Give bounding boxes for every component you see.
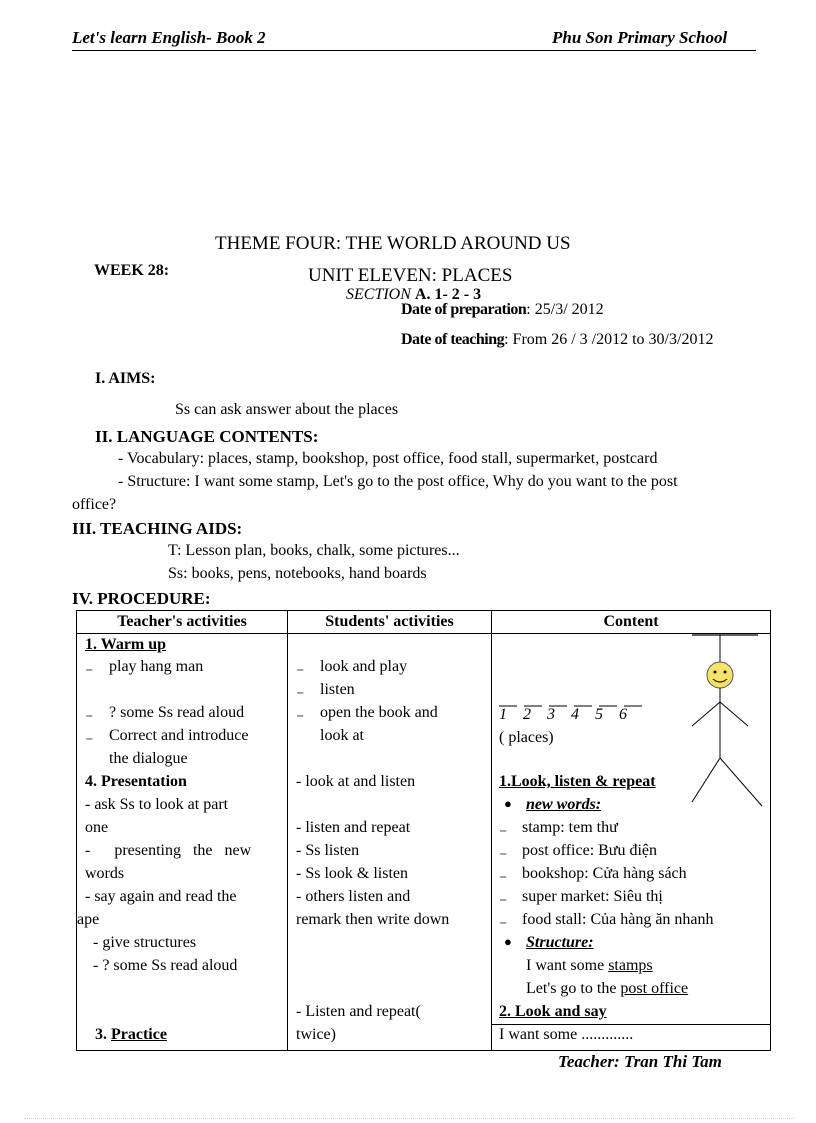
content-bullet: ₋ <box>499 821 508 838</box>
col-students-header: Students' activities <box>288 611 492 634</box>
blank-numbers: 1 2 3 4 5 6 <box>499 706 627 723</box>
presenting-1: - presenting the new <box>85 842 252 859</box>
teacher-bullet: ₋ <box>85 729 94 746</box>
content-bullet: ₋ <box>499 913 508 930</box>
page-bottom-rule <box>24 1118 794 1119</box>
table-header-row <box>77 611 771 634</box>
listen: listen <box>320 681 355 698</box>
listen-repeat: - listen and repeat <box>296 819 411 836</box>
procedure-table <box>76 610 771 1051</box>
prep-label: Date of preparation <box>401 301 527 318</box>
say-again-1: - say again and read the <box>85 888 237 905</box>
open-book-1: open the book and <box>320 704 438 721</box>
content-divider <box>492 1024 771 1025</box>
teacher-cell <box>77 634 288 1051</box>
give-structures: - give structures <box>93 934 197 951</box>
bullet-icon: ● <box>504 796 512 811</box>
smiley-eye-right <box>724 671 727 674</box>
procedure-heading: IV. PROCEDURE: <box>72 589 211 608</box>
lets-go-post-office <box>526 980 688 998</box>
unit-title: UNIT ELEVEN: PLACES <box>308 265 513 286</box>
others-listen-2: remark then write down <box>296 911 450 928</box>
look-listen-repeat-heading: 1.Look, listen & repeat <box>499 773 656 790</box>
warmup-heading <box>85 636 166 654</box>
want-word: stamps <box>608 957 653 974</box>
read-aloud: ? some Ss read aloud <box>109 704 245 721</box>
content-bullet: ₋ <box>499 844 508 861</box>
ss-listen: - Ss listen <box>296 842 360 859</box>
section-value: A. 1- 2 - 3 <box>414 286 482 303</box>
open-book-2: look at <box>320 727 364 744</box>
presentation-heading: 4. Presentation <box>85 773 187 790</box>
want-prefix: I want some <box>526 957 605 974</box>
others-listen-1: - others listen and <box>296 888 411 905</box>
teacher-bullet: ₋ <box>85 706 94 723</box>
teacher-bullet: ₋ <box>85 660 94 677</box>
the-dialogue: the dialogue <box>109 750 188 767</box>
aids-teacher: T: Lesson plan, books, chalk, some pictures... <box>168 542 460 559</box>
bullet-icon: ● <box>504 934 512 949</box>
ask-ss-2: one <box>85 819 109 836</box>
header-school-name: Phu Son Primary School <box>552 28 728 47</box>
word-bookshop: bookshop: Cửa hàng sách <box>522 865 687 882</box>
student-bullet: ₋ <box>296 683 305 700</box>
listen-repeat-twice-1: - Listen and repeat( <box>296 1003 421 1020</box>
week-label: WEEK 28: <box>94 262 170 279</box>
language-heading: II. LANGUAGE CONTENTS: <box>95 427 319 446</box>
students-cell <box>288 634 492 1051</box>
want-some-stamps <box>526 957 681 975</box>
hangman-leg-left <box>692 758 720 802</box>
footer-teacher: Teacher: Tran Thi Tam <box>558 1052 722 1071</box>
read-aloud-2: - ? some Ss read aloud <box>93 957 238 974</box>
aids-students: Ss: books, pens, notebooks, hand boards <box>168 565 427 582</box>
table-body-row <box>77 634 771 1051</box>
content-bullet: ₋ <box>499 867 508 884</box>
warmup-label: 1. Warm up <box>85 636 167 653</box>
structure-line-2: office? <box>72 496 117 513</box>
places-hint: ( places) <box>499 729 554 746</box>
student-bullet: ₋ <box>296 706 305 723</box>
teach-label: Date of teaching <box>401 331 505 348</box>
structure-heading: Structure: <box>526 934 594 951</box>
word-supermarket: super market: Siêu thị <box>522 888 663 905</box>
listen-repeat-twice-2: twice) <box>296 1026 336 1043</box>
student-bullet: ₋ <box>296 660 305 677</box>
practice-number: 3. <box>95 1026 107 1043</box>
aims-heading: I. AIMS: <box>95 370 156 387</box>
hangman-arm-right <box>720 702 748 726</box>
ask-ss-1: - ask Ss to look at part <box>85 796 229 813</box>
theme-title: THEME FOUR: THE WORLD AROUND US <box>215 233 571 254</box>
say-again-2: ape <box>77 911 100 928</box>
word-food-stall: food stall: Của hàng ăn nhanh <box>522 911 714 928</box>
presenting-2: words <box>85 865 125 882</box>
smiley-face-icon <box>707 662 733 688</box>
look-at-listen: - look at and listen <box>296 773 416 790</box>
vocabulary-line: - Vocabulary: places, stamp, bookshop, post office, food stall, supermarket, postcard <box>118 450 658 467</box>
section-label: SECTION <box>346 286 411 303</box>
word-stamp: stamp: tem thư <box>522 819 618 836</box>
lets-prefix: Let's go to the <box>526 980 617 997</box>
aids-heading: III. TEACHING AIDS: <box>72 519 243 538</box>
col-content-header: Content <box>492 611 771 634</box>
look-and-say-heading: 2. Look and say <box>499 1003 607 1020</box>
hangman-leg-right <box>720 758 762 806</box>
teach-value: : From 26 / 3 /2012 to 30/3/2012 <box>504 331 714 348</box>
look-and-play: look and play <box>320 658 408 675</box>
play-hangman: play hang man <box>109 658 204 675</box>
content-cell <box>492 634 771 1051</box>
new-words-heading: new words: <box>526 796 602 813</box>
header-book-title: Let's learn English- Book 2 <box>72 28 266 47</box>
structure-line-1: - Structure: I want some stamp, Let's go to the post office, Why do you want to the post <box>118 473 678 490</box>
practice-label: Practice <box>111 1026 167 1043</box>
ss-look-listen: - Ss look & listen <box>296 865 409 882</box>
teach-date <box>401 331 713 349</box>
smiley-eye-left <box>714 671 717 674</box>
want-some-blank: I want some ............. <box>499 1026 634 1043</box>
aims-text: Ss can ask answer about the places <box>175 401 399 418</box>
header-divider <box>72 50 756 51</box>
correct-introduce: Correct and introduce <box>109 727 249 744</box>
word-post-office: post office: Bưu điện <box>522 842 658 859</box>
col-teacher-header: Teacher's activities <box>77 611 288 634</box>
prep-date <box>401 301 604 319</box>
prep-value: : 25/3/ 2012 <box>526 301 604 318</box>
hangman-arm-left <box>692 702 720 726</box>
lets-word: post office <box>620 980 689 997</box>
content-bullet: ₋ <box>499 890 508 907</box>
practice-heading <box>95 1026 167 1044</box>
